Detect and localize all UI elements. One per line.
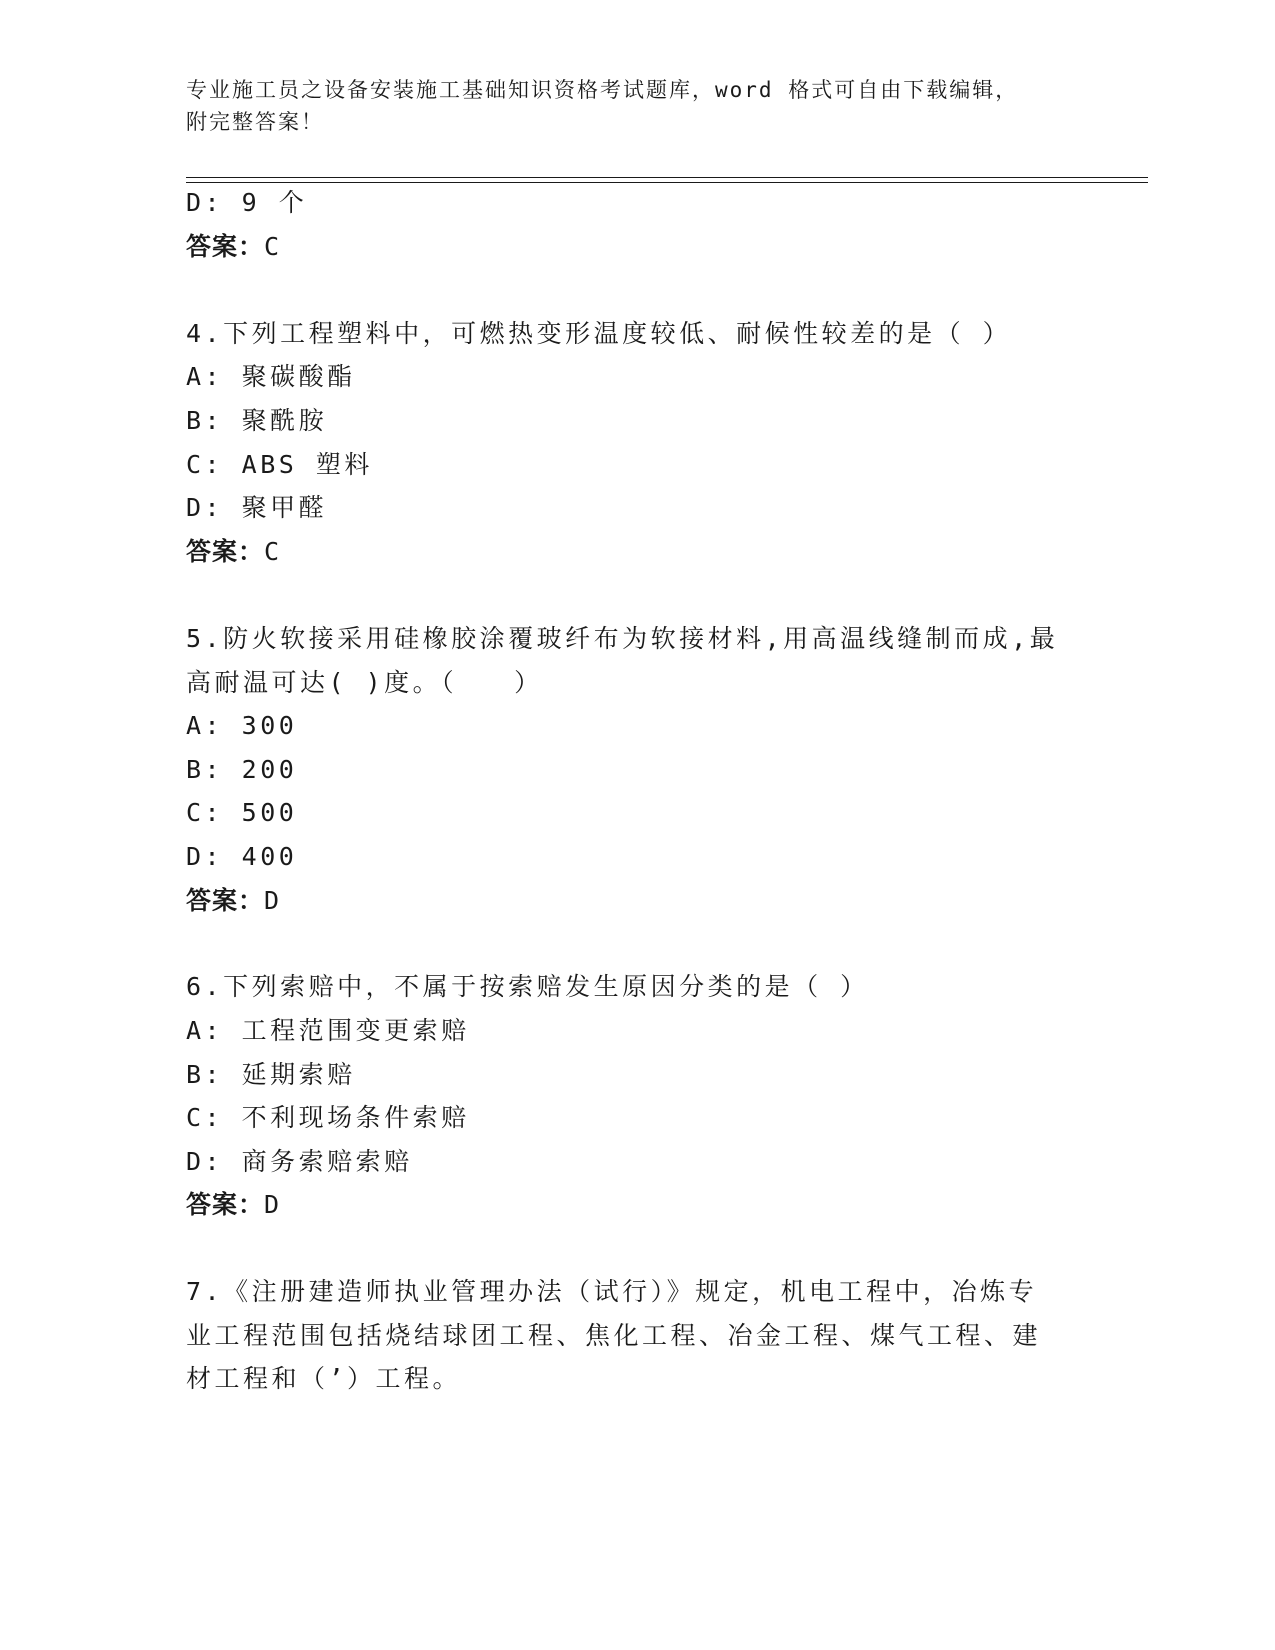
answer-value: C <box>264 232 281 261</box>
q7-stem-line-1: 7.《注册建造师执业管理办法（试行）》规定，机电工程中，冶炼专 <box>186 1277 1038 1306</box>
q5-stem-line-1: 5.防火软接采用硅橡胶涂覆玻纤布为软接材料,用高温线缝制而成,最 <box>186 624 1059 653</box>
q6-option-d: D: 商务索赔索赔 <box>186 1147 413 1176</box>
answer-label: 答案： <box>186 232 265 261</box>
answer-label: 答案： <box>186 537 265 566</box>
header-line-2: 附完整答案！ <box>186 110 324 134</box>
document-header <box>186 74 1066 138</box>
q5-stem-line-2: 高耐温可达( )度。（ ） <box>186 668 543 697</box>
q6-option-b: B: 延期索赔 <box>186 1060 356 1089</box>
q4-option-c: C: ABS 塑料 <box>186 450 373 479</box>
q7-stem-line-3: 材工程和（’）工程。 <box>186 1364 462 1393</box>
q4-option-a: A: 聚碳酸酯 <box>186 362 356 391</box>
answer-label: 答案： <box>186 886 265 915</box>
q6-option-c: C: 不利现场条件索赔 <box>186 1103 470 1132</box>
q7-stem-line-2: 业工程范围包括烧结球团工程、焦化工程、冶金工程、煤气工程、建 <box>186 1321 1042 1350</box>
answer-value: D <box>264 1190 281 1219</box>
q5-option-d: D: 400 <box>186 842 298 871</box>
header-divider-bottom <box>186 182 1148 183</box>
q4-stem: 4.下列工程塑料中，可燃热变形温度较低、耐候性较差的是（ ） <box>186 319 1012 348</box>
answer-value: D <box>264 886 281 915</box>
q6-answer <box>186 1188 280 1222</box>
q4-option-d: D: 聚甲醛 <box>186 493 328 522</box>
q5-option-b: B: 200 <box>186 755 298 784</box>
header-line-1: 专业施工员之设备安装施工基础知识资格考试题库，word 格式可自由下载编辑， <box>186 78 1019 102</box>
header-divider-top <box>186 177 1148 178</box>
q5-answer <box>186 884 280 918</box>
prev-answer <box>186 230 280 264</box>
q6-stem: 6.下列索赔中，不属于按索赔发生原因分类的是（ ） <box>186 972 869 1001</box>
q5-option-c: C: 500 <box>186 798 298 827</box>
answer-label: 答案： <box>186 1190 265 1219</box>
answer-value: C <box>264 537 281 566</box>
prev-option-d: D: 9 个 <box>186 188 308 217</box>
q4-answer <box>186 535 280 569</box>
q4-option-b: B: 聚酰胺 <box>186 406 328 435</box>
q6-option-a: A: 工程范围变更索赔 <box>186 1016 470 1045</box>
q5-option-a: A: 300 <box>186 711 298 740</box>
